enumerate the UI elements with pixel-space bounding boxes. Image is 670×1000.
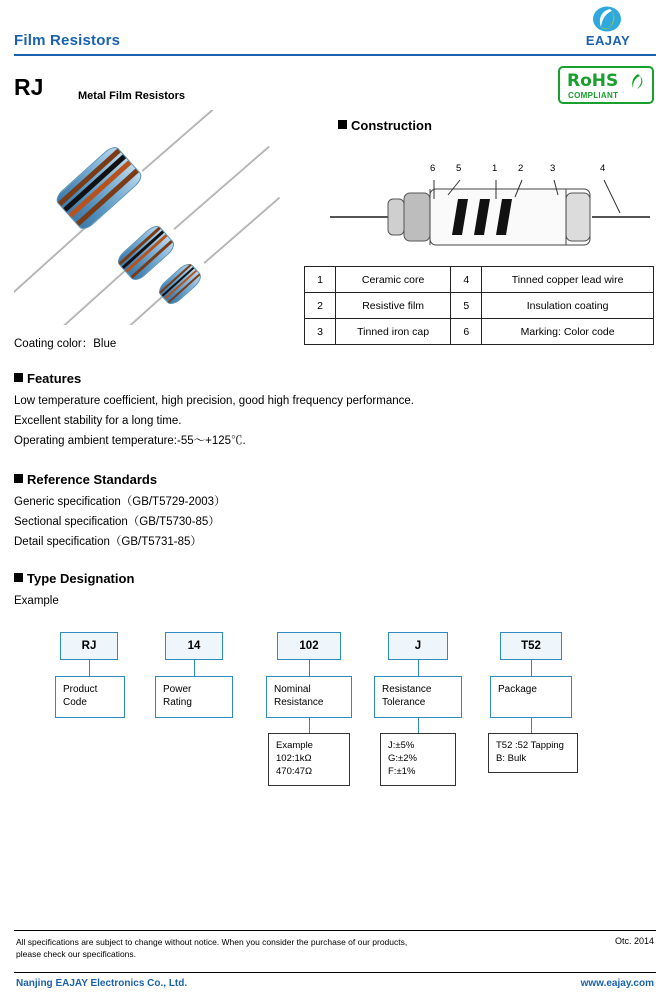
connector-line: [194, 660, 195, 676]
construction-item-name: Tinned copper lead wire: [482, 267, 654, 293]
footer-date: Otc. 2014: [614, 936, 654, 946]
standards-line-2: Sectional specification（GB/T5730-85）: [14, 516, 220, 528]
type-chip-product-code: RJ: [60, 632, 118, 660]
connector-line: [309, 660, 310, 676]
type-example-nominal-resistance: [268, 733, 350, 786]
product-photo: [14, 110, 284, 325]
resistor-body: [53, 143, 145, 232]
construction-item-number: 1: [305, 267, 336, 293]
type-chip-power-rating: 14: [165, 632, 223, 660]
type-example-line: 470:47Ω: [276, 766, 313, 777]
type-desc-line: Product: [63, 684, 98, 695]
footer-note-line-2: please check our specifications.: [16, 949, 137, 959]
type-desc-product-code: [55, 676, 125, 718]
construction-item-name: Tinned iron cap: [336, 319, 451, 345]
standards-line-1: Generic specification（GB/T5729-2003）: [14, 496, 226, 508]
connector-line: [89, 660, 90, 676]
type-desc-line: Nominal: [274, 684, 311, 695]
logo-wordmark: EAJAY: [585, 33, 631, 48]
lead-wire: [14, 224, 89, 298]
footer-company-name: Nanjing EAJAY Electronics Co., Ltd.: [16, 978, 188, 989]
bullet-square-icon: [14, 474, 23, 483]
type-example-line: Example: [276, 740, 313, 751]
rohs-compliant-label: COMPLIANT: [568, 91, 619, 100]
type-desc-nominal-resistance: [266, 676, 352, 718]
connector-line: [531, 660, 532, 676]
table-row: [305, 293, 654, 319]
construction-item-name: Ceramic core: [336, 267, 451, 293]
type-example-line: J:±5%: [388, 740, 415, 751]
lead-wire: [141, 110, 256, 172]
type-desc-package: [490, 676, 572, 718]
footer-divider-top: [14, 930, 656, 931]
type-desc-line: Resistance: [274, 697, 324, 708]
recycle-leaf-icon: [629, 73, 647, 91]
callout-1: 1: [492, 163, 498, 174]
type-example-line: F:±1%: [388, 766, 416, 777]
table-row: [305, 267, 654, 293]
bullet-square-icon: [338, 120, 347, 129]
page-header: [0, 0, 670, 56]
construction-item-number: 6: [451, 319, 482, 345]
construction-figure: [330, 155, 650, 255]
type-desc-line: Power: [163, 684, 192, 695]
construction-item-number: 3: [305, 319, 336, 345]
construction-item-name: Resistive film: [336, 293, 451, 319]
standards-section-title: Reference Standards: [14, 472, 157, 487]
features-line-1: Low temperature coefficient, high precision, good high frequency performance.: [14, 395, 414, 407]
construction-item-name: Insulation coating: [482, 293, 654, 319]
bullet-square-icon: [14, 573, 23, 582]
standards-line-3: Detail specification（GB/T5731-85）: [14, 536, 202, 548]
header-title: Film Resistors: [14, 32, 121, 49]
type-example-line: 102:1kΩ: [276, 753, 312, 764]
color-band: [122, 230, 164, 268]
construction-table: [304, 266, 654, 345]
construction-item-number: 2: [305, 293, 336, 319]
product-subtitle: Metal Film Resistors: [78, 90, 185, 102]
header-divider: [14, 54, 656, 56]
type-desc-line: Resistance: [382, 684, 432, 695]
type-chip-package: T52: [500, 632, 562, 660]
rohs-label: RoHS: [567, 71, 619, 91]
leaf-logo-icon: [592, 6, 622, 32]
table-row: [305, 319, 654, 345]
construction-item-name: Marking: Color code: [482, 319, 654, 345]
features-section-title: Features: [14, 371, 81, 386]
footer-note-line-1: All specifications are subject to change without notice. When you consider the purchase of our products,: [16, 937, 408, 947]
callout-6: 6: [430, 163, 436, 174]
features-line-2: Excellent stability for a long time.: [14, 415, 182, 427]
construction-section-title: Construction: [338, 118, 432, 133]
resistor-body: [114, 222, 177, 283]
lead-wire: [203, 197, 280, 264]
type-chip-tolerance: J: [388, 632, 448, 660]
connector-line: [418, 718, 419, 734]
bullet-square-icon: [14, 373, 23, 382]
company-logo: [562, 6, 654, 52]
connector-line: [309, 718, 310, 734]
footer-website-link[interactable]: www.eajay.com: [580, 978, 654, 989]
callout-3: 3: [550, 163, 556, 174]
callout-4: 4: [600, 163, 606, 174]
type-example-line: B: Bulk: [496, 753, 527, 764]
type-example-package: [488, 733, 578, 773]
resistor-body: [156, 260, 205, 307]
footer-note: [16, 936, 486, 960]
type-desc-line: Code: [63, 697, 87, 708]
rohs-badge: [558, 66, 654, 104]
type-desc-power-rating: [155, 676, 233, 718]
type-designation-example-label: Example: [14, 595, 59, 607]
construction-item-number: 5: [451, 293, 482, 319]
type-chip-nominal-resistance: 102: [277, 632, 341, 660]
type-desc-line: Rating: [163, 697, 192, 708]
coating-color-caption: Coating color：Blue: [14, 338, 117, 350]
callout-5: 5: [456, 163, 462, 174]
type-desc-line: Package: [498, 684, 537, 695]
connector-line: [418, 660, 419, 676]
type-example-tolerance: [380, 733, 456, 786]
connector-line: [531, 718, 532, 734]
lead-wire: [59, 267, 129, 325]
type-desc-tolerance: [374, 676, 462, 718]
type-designation-section-title: Type Designation: [14, 571, 134, 586]
product-code-title: RJ: [14, 74, 44, 100]
footer-divider-bottom: [14, 972, 656, 973]
type-desc-line: Tolerance: [382, 697, 426, 708]
construction-item-number: 4: [451, 267, 482, 293]
type-example-line: G:±2%: [388, 753, 417, 764]
features-line-3: Operating ambient temperature:-55～+125℃.: [14, 435, 246, 447]
callout-2: 2: [518, 163, 524, 174]
type-example-line: T52 :52 Tapping: [496, 740, 564, 751]
color-band: [63, 155, 126, 212]
